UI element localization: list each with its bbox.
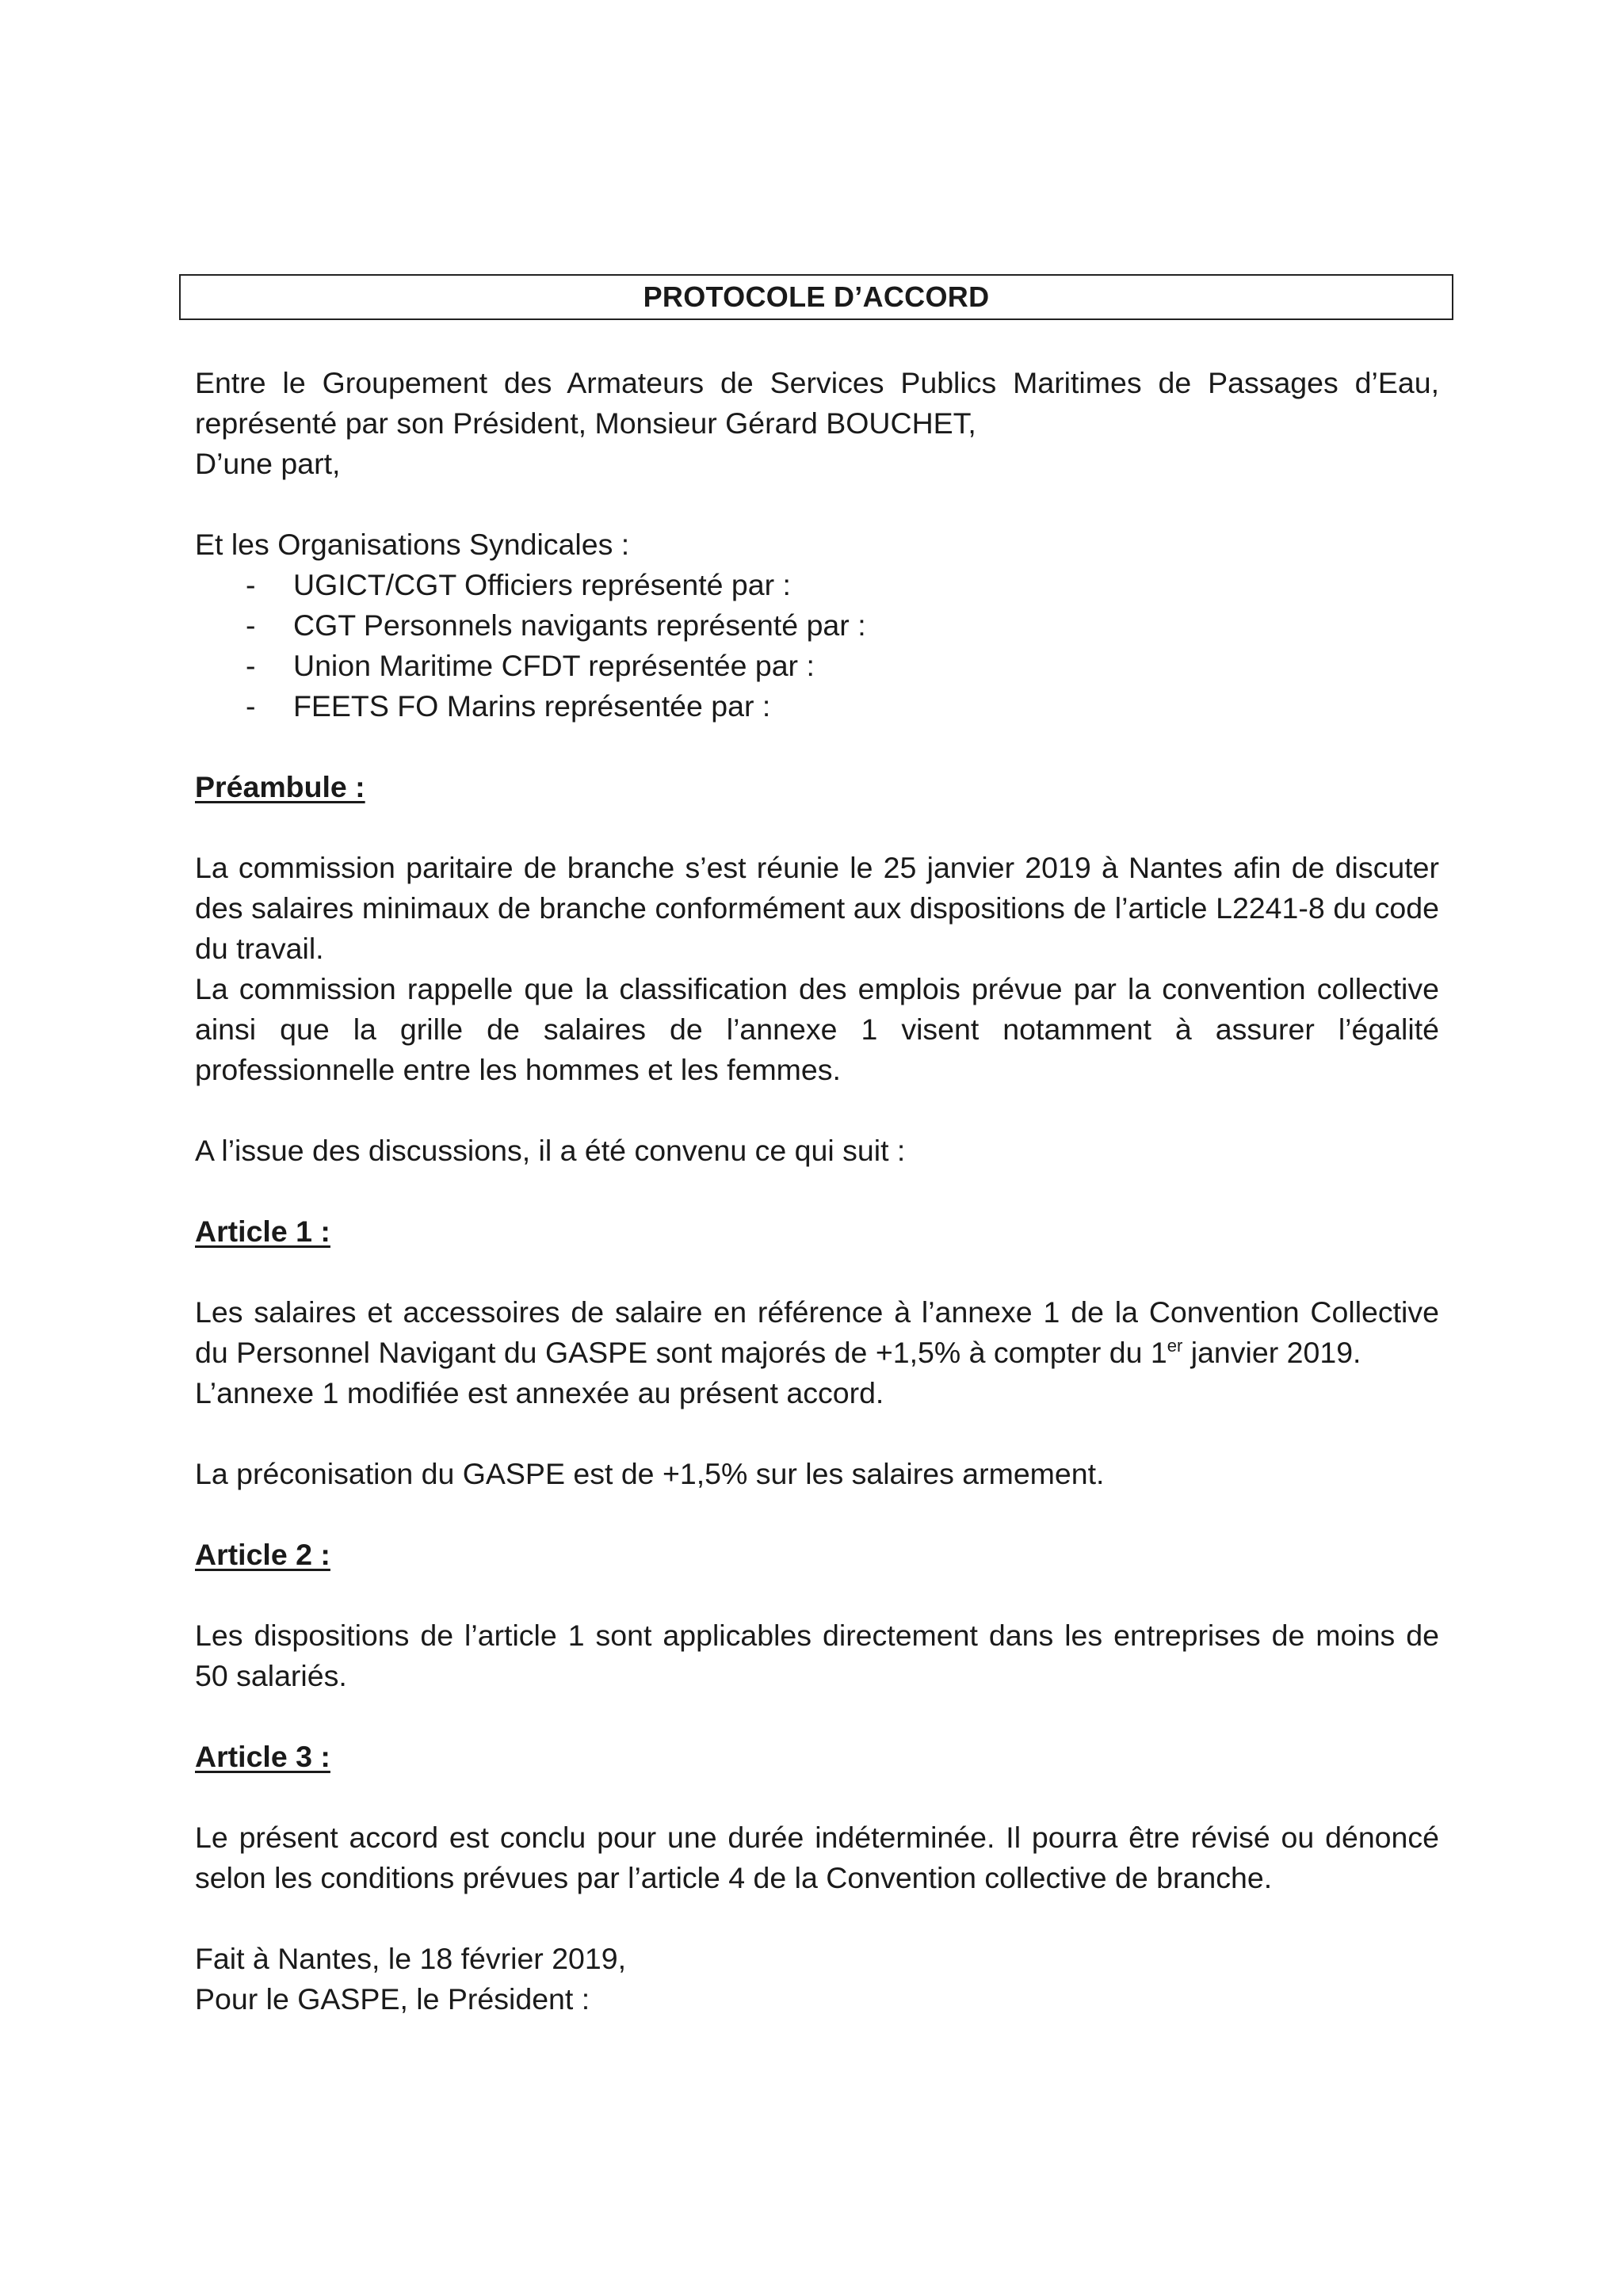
parties-line-1: Entre le Groupement des Armateurs de Services Publics Maritimes de Passages d’Eau, représenté par son Président, Monsieur Gérard BOUCHET, — [195, 366, 1439, 440]
article-1-text-after: janvier 2019. — [1182, 1336, 1361, 1369]
unions-section — [195, 524, 1439, 727]
union-label: UGICT/CGT Officiers représenté par : — [293, 568, 791, 601]
article-2-heading: Article 2 : — [195, 1538, 330, 1571]
list-item — [195, 646, 1439, 686]
article-1-text-before: Les salaires et accessoires de salaire en référence à l’annexe 1 de la Convention Collective du Personnel Navigant du GASPE sont majorés de +1,5% à compter du 1 — [195, 1295, 1439, 1369]
document-body — [195, 363, 1439, 2019]
closing-signatory: Pour le GASPE, le Président : — [195, 1982, 590, 2016]
parties-line-2: D’une part, — [195, 447, 341, 480]
preamble-text-2: La commission rappelle que la classification des emplois prévue par la convention collective ainsi que la grille de salaires de l’annexe 1 visent notamment à assurer l’égalité professionnelle entre les hommes et les femmes. — [195, 972, 1439, 1086]
union-label: CGT Personnels navigants représenté par : — [293, 608, 866, 642]
union-label: FEETS FO Marins représentée par : — [293, 689, 771, 723]
document-title: PROTOCOLE D’ACCORD — [179, 274, 1453, 320]
article-3-paragraph: Le présent accord est conclu pour une durée indéterminée. Il pourra être révisé ou dénoncé selon les conditions prévues par l’article 4 de la Convention collective de branche. — [195, 1821, 1439, 1894]
list-item — [195, 686, 1439, 727]
dash-bullet: - — [246, 689, 256, 723]
article-3-heading: Article 3 : — [195, 1740, 330, 1773]
article-2-paragraph: Les dispositions de l’article 1 sont applicables directement dans les entreprises de moins de 50 salariés. — [195, 1619, 1439, 1692]
article-1-heading: Article 1 : — [195, 1215, 330, 1248]
article-1-paragraph — [195, 1292, 1439, 1413]
dash-bullet: - — [246, 608, 256, 642]
article-1-text-1 — [195, 1292, 1439, 1373]
preamble-paragraph — [195, 848, 1439, 1090]
union-label: Union Maritime CFDT représentée par : — [293, 649, 815, 682]
dash-bullet: - — [246, 649, 256, 682]
list-item — [195, 565, 1439, 605]
preamble-heading: Préambule : — [195, 770, 365, 803]
list-item — [195, 605, 1439, 646]
unions-intro: Et les Organisations Syndicales : — [195, 528, 630, 561]
article-1-text-2: L’annexe 1 modifiée est annexée au présent accord. — [195, 1376, 884, 1409]
preamble-text-1: La commission paritaire de branche s’est réunie le 25 janvier 2019 à Nantes afin de discuter des salaires minimaux de branche conformément aux dispositions de l’article L2241-8 du code du travail. — [195, 851, 1439, 965]
unions-list — [195, 565, 1439, 727]
ordinal-superscript: er — [1167, 1336, 1183, 1356]
closing-section — [195, 1939, 1439, 2019]
closing-place-date: Fait à Nantes, le 18 février 2019, — [195, 1942, 627, 1975]
preamble-conclusion: A l’issue des discussions, il a été convenu ce qui suit : — [195, 1134, 906, 1167]
parties-paragraph — [195, 363, 1439, 484]
dash-bullet: - — [246, 568, 256, 601]
article-1-recommendation: La préconisation du GASPE est de +1,5% sur les salaires armement. — [195, 1457, 1105, 1490]
